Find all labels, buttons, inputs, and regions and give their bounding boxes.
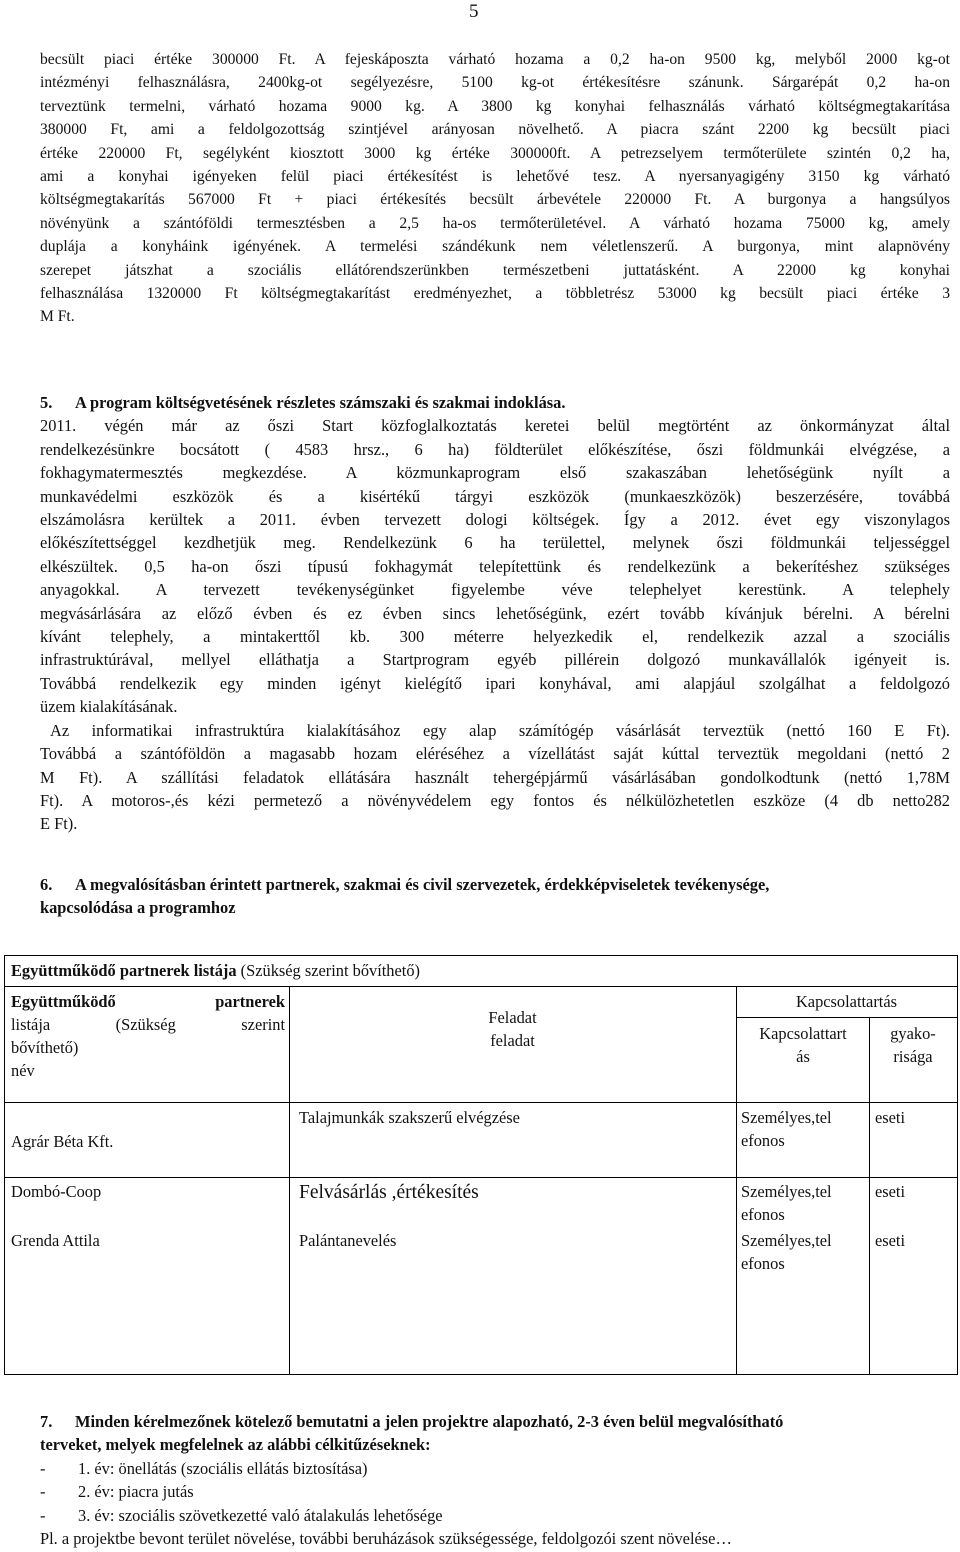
intro-paragraph [40,48,950,329]
section-number: 7. [40,1412,53,1431]
header-line: risága [893,1047,933,1066]
contact-line: efonos [741,1205,785,1224]
partners-table [4,955,958,1375]
contact-line: Személyes,tel [741,1108,832,1127]
section-number: 5. [40,393,53,412]
table-rule [5,1102,957,1103]
caption-rest: (Szükség szerint bővíthető) [236,961,420,980]
text-line: Ft). A motoros-,és kézi permetező a növényvédelem egy fontos és nélkülözhetetlen eszköze (4 db netto282 [40,790,950,810]
text-line: növényünk a szántóföldi termesztésben a 2,5 ha-os termőterületével. A várható hozama 75000 kg, amely [40,214,950,232]
list-item [40,1504,950,1527]
text-line: értéke 220000 Ft, segélyként kiosztott 3000 kg értéke 300000ft. A petrezselyem termőterülete szintén 0,2 ha, [40,144,950,162]
col-header-contact: Kapcsolattartás [795,992,898,1011]
footer-text: Pl. a projektbe bevont terület növelése, további beruházások szükségessége, feldolgozói szent növelése… [40,1528,732,1548]
contact-line: efonos [741,1131,785,1150]
list-dash: - [40,1458,46,1478]
header-line: Kapcsolattart [759,1024,847,1043]
text-line: 2011. végén már az őszi Start közfoglalkoztatás keretei belül megtörtént az önkormányzat által [40,416,950,436]
section-heading [40,391,950,414]
text-line: munkavédelmi eszközök és a kisértékű tárgyi eszközök (munkaeszközök) beszerzésére, továbbá [40,486,950,506]
text-line: terveztünk termelni, várható hozama 9000 kg. A 3800 kg konyhai felhasználás várható költségmegtakarítása [40,97,950,115]
text-line: becsült piaci értéke 300000 Ft. A fejeskáposzta várható hozama a 0,2 ha-on 9500 kg, melyből 2000 kg-ot [40,51,950,68]
section-title: A megvalósításban érintett partnerek, szakmai és civil szervezetek, érdekképviseletek tevékenysége, [75,875,770,894]
text-line: Az informatikai infrastruktúra kialakításához egy alap számítógép vásárlását terveztük (nettó 160 E Ft). [50,720,950,740]
text-line: E Ft). [40,814,78,834]
partner-name: Agrár Béta Kft. [11,1132,114,1151]
section-6 [40,873,950,920]
text-line: üzem kialakításának. [40,697,178,717]
table-caption [11,959,420,982]
contact-line: efonos [741,1254,785,1273]
partner-name: Dombó-Coop [11,1182,102,1201]
section-5 [40,391,950,836]
text-line: rendelkezésünkre bocsátott ( 4583 hrsz., 6 ha) földterület előkészítése, őszi földmunkái elvégzése, a [40,439,950,459]
section-title-cont: kapcsolódása a programhoz [40,898,236,918]
section-7 [40,1410,950,1550]
header-line: név [11,1061,35,1080]
table-rule [5,1177,957,1178]
caption-bold: Együttműködő partnerek listája [11,961,237,980]
section-title: Minden kérelmezőnek kötelező bemutatni a jelen projektre alapozható, 2-3 éven belül megvalósítható [75,1412,784,1431]
text-line: felhasználása 1320000 Ft költségmegtakarítást eredményezhet, a többletrész 53000 kg becsült piaci értéke 3 [40,285,950,303]
partner-contact [741,1106,832,1152]
table-rule [736,986,737,1374]
table-rule [736,1017,957,1018]
list-dash: - [40,1482,46,1502]
partner-frequency: eseti [875,1108,906,1127]
list-item [40,1457,950,1480]
header-text: Együttműködő partnerek [11,992,285,1011]
partner-frequency: eseti [875,1182,906,1201]
list-text: 3. év: szociális szövetkezetté való átalakulás lehetősége [78,1505,443,1525]
list-dash: - [40,1505,46,1525]
text-line: duplája a konyháink igényének. A termelési szándékunk nem véletlenszerű. A burgonya, mint alapnövény [40,238,950,256]
section-heading [40,873,950,896]
col-header-contact-type [741,1022,865,1068]
text-line: kívánt telephely, a mintakerttől kb. 300 méterre helyezkedik el, rendelkezik azzal a szociális [40,627,950,647]
header-line: Feladat [488,1008,537,1027]
header-line: listája (Szükség szerint [11,1015,285,1034]
table-rule [5,986,957,987]
text-line: elkészültek. 0,5 ha-on őszi típusú fokhagymát telepítettünk és rendelkezünk a bekerítéshez szükséges [40,556,950,576]
header-line: gyako- [890,1024,936,1043]
partner-frequency: eseti [875,1231,906,1250]
header-line: ás [796,1047,810,1066]
section-heading [40,1410,950,1433]
text-line: fokhagymatermesztés megkezdése. A közmunkaprogram első szakaszában lehetőségünk nyílt a [40,463,950,483]
text-line: ami a konyhai igényeken felül piaci értékesítést is lehetővé tesz. A nyersanyagigény 3150 kg várható [40,168,950,186]
text-line: Továbbá a szántóföldön a magasabb hozam eléréséhez a vízellátást saját kúttal terveztük megoldani (nettó 2 [40,744,950,764]
col-header-task [289,1006,736,1052]
text-line: intézményi felhasználásra, 2400kg-ot segélyezésre, 5100 kg-ot értékesítésre szánunk. Sárgarépát 0,2 ha-on [40,74,950,92]
text-line: elszámolásra kerültek a 2011. évben tervezett dologi költségek. Így a 2012. évet egy viszonylagos [40,510,950,530]
text-line: szerepet játszhat a szociális ellátórendszerünkben természetbeni juttatásként. A 22000 kg konyhai [40,261,950,279]
section-number: 6. [40,875,53,894]
text-line: anyagokkal. A tervezett tevékenységünket figyelembe véve telephelyet kerestünk. A telephely [40,580,950,600]
header-line [11,990,285,1013]
list-text: 2. év: piacra jutás [78,1482,194,1502]
col-header-partner [11,990,285,1082]
partner-contact [741,1229,832,1275]
list-item [40,1480,950,1503]
text-line: előkészítettséggel kezdhetjük meg. Rendelkezünk 6 ha területtel, melynek őszi földmunkái teljességgel [40,533,950,553]
header-line: feladat [490,1031,535,1050]
partner-task: Palántanevelés [299,1231,397,1250]
section-title-cont: terveket, melyek megfelelnek az alábbi célkitűzéseknek: [40,1435,431,1455]
section-title: A program költségvetésének részletes számszaki és szakmai indoklása. [75,393,566,412]
col-header-frequency [869,1022,957,1068]
text-line: infrastruktúrával, mellyel elláthatja a Startprogram egyéb pillérein dolgozó munkavállalók igényeit is. [40,650,950,670]
partner-task: Felvásárlás ,értékesítés [299,1182,479,1203]
contact-line: Személyes,tel [741,1231,832,1250]
partner-task: Talajmunkák szakszerű elvégzése [299,1108,520,1127]
partner-name: Grenda Attila [11,1231,100,1250]
contact-line: Személyes,tel [741,1182,832,1201]
page-number: 5 [469,1,479,22]
text-line: Továbbá rendelkezik egy minden igényt kielégítő ipari konyhával, ami alapjául szolgálhat a feldolgozó [40,673,950,693]
list-text: 1. év: önellátás (szociális ellátás biztosítása) [78,1458,368,1478]
text-line: megvásárlására az előző évben és ez évben sincs lehetőségünk, ezért tovább kívánjuk bérelni. A bérelni [40,603,950,623]
header-line: bővíthető) [11,1038,79,1057]
text-line: 380000 Ft, ami a feldolgozottság szintjével arányosan növelhető. A piacra szánt 2200 kg becsült piaci [40,121,950,139]
text-line: költségmegtakarítás 567000 Ft + piaci értékesítés becsült árbevétele 220000 Ft. A burgonya a hangsúlyos [40,191,950,209]
table-rule [869,1017,870,1374]
text-line: M Ft). A szállítási feladatok ellátására használt tehergépjármű vásárlásában gondolkodtunk (nettó 1,78M [40,767,950,787]
text-line: M Ft. [40,308,75,326]
partner-contact [741,1180,832,1226]
